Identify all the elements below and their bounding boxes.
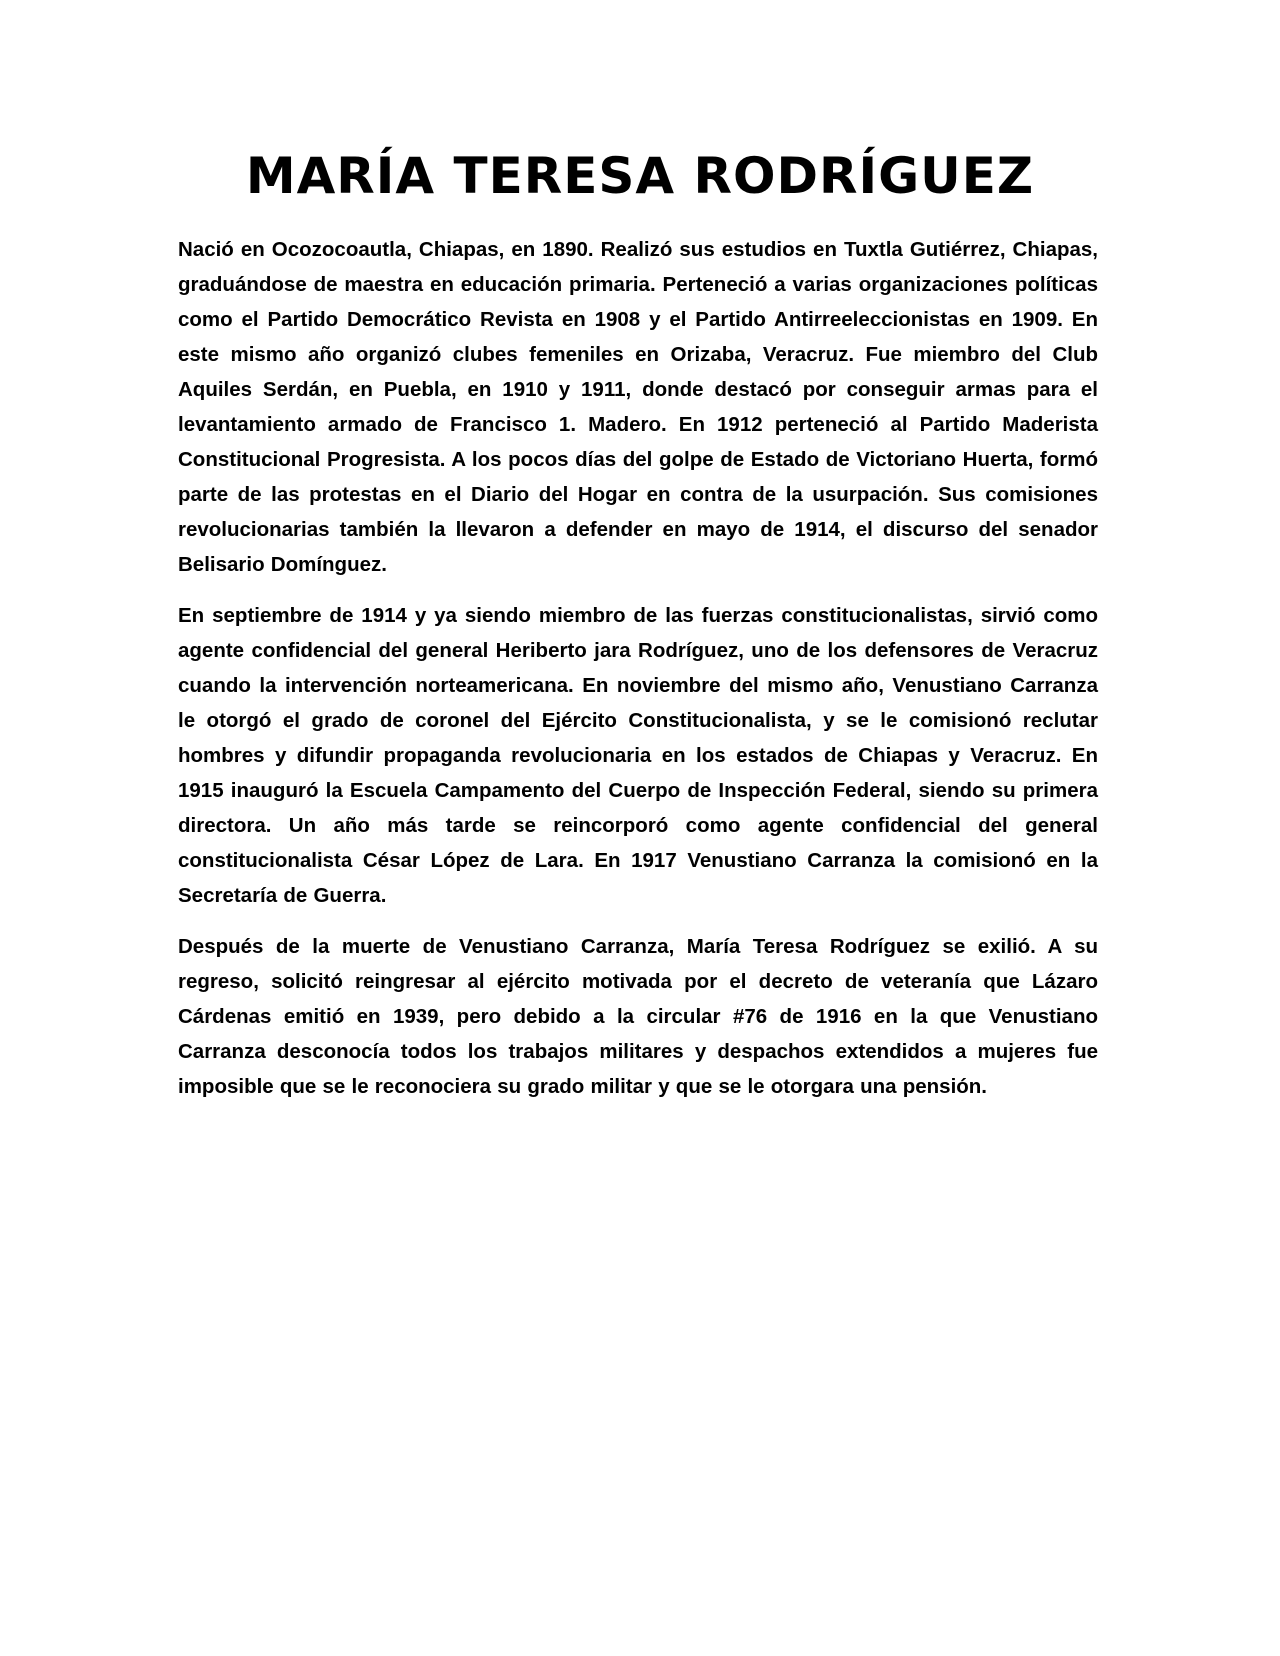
paragraph-1: Nació en Ocozocoautla, Chiapas, en 1890. Realizó sus estudios en Tuxtla Gutiérrez, Chiapas, graduándose de maestra en educación primaria. Perteneció a varias organizaciones políticas como el Partido Democrático Revista en 1908 y el Partido Antirreeleccionistas en 1909. En este mismo año organizó clubes femeniles en Orizaba, Veracruz. Fue miembro del Club Aquiles Serdán, en Puebla, en 1910 y 1911, donde destacó por conseguir armas para el levantamiento armado de Francisco 1. Madero. En 1912 perteneció al Partido Maderista Constitucional Progresista. A los pocos días del golpe de Estado de Victoriano Huerta, formó parte de las protestas en el Diario del Hogar en contra de la usurpación. Sus comisiones revolucionarias también la llevaron a defender en mayo de 1914, el discurso del senador Belisario Domínguez. [178,238,1098,576]
document-body [178,232,1098,1120]
paragraph-3: Después de la muerte de Venustiano Carranza, María Teresa Rodríguez se exilió. A su regreso, solicitó reingresar al ejército motivada por el decreto de veteranía que Lázaro Cárdenas emitió en 1939, pero debido a la circular #76 de 1916 en la que Venustiano Carranza desconocía todos los trabajos militares y despachos extendidos a mujeres fue imposible que se le reconociera su grado militar y que se le otorgara una pensión. [178,935,1098,1098]
paragraph-2: En septiembre de 1914 y ya siendo miembro de las fuerzas constitucionalistas, sirvió como agente confidencial del general Heriberto jara Rodríguez, uno de los defensores de Veracruz cuando la intervención norteamericana. En noviembre del mismo año, Venustiano Carranza le otorgó el grado de coronel del Ejército Constitucionalista, y se le comisionó reclutar hombres y difundir propaganda revolucionaria en los estados de Chiapas y Veracruz. En 1915 inauguró la Escuela Campamento del Cuerpo de Inspección Federal, siendo su primera directora. Un año más tarde se reincorporó como agente confidencial del general constitucionalista César López de Lara. En 1917 Venustiano Carranza la comisionó en la Secretaría de Guerra. [178,604,1098,907]
page-title: MARÍA TERESA RODRÍGUEZ [245,147,1035,205]
